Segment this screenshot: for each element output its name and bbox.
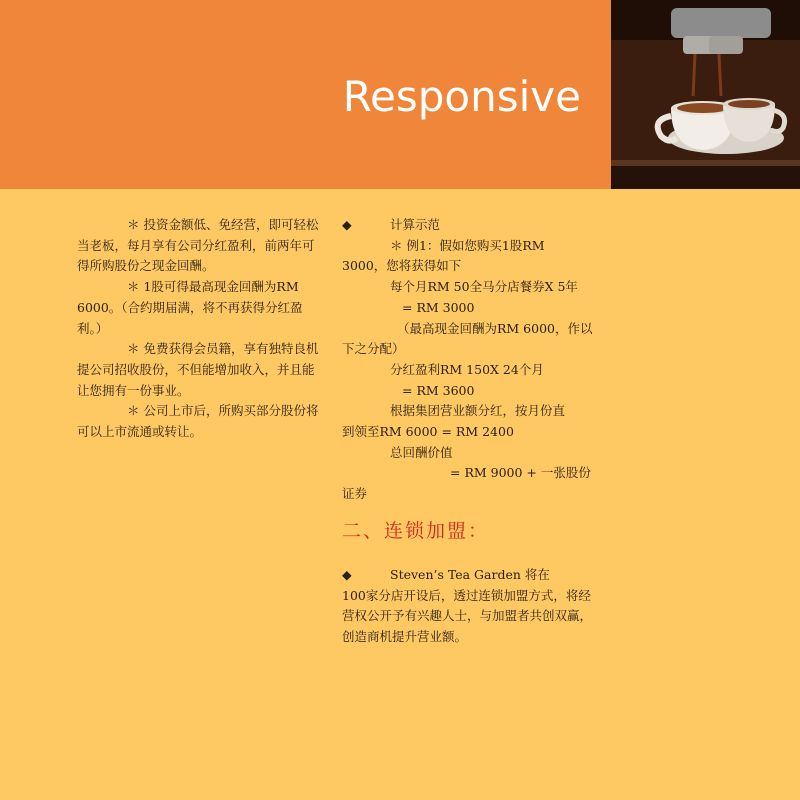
benefits-column <box>77 215 323 443</box>
calc-heading: 计算示范 <box>390 217 441 232</box>
franchise-line: Steven’s Tea Garden 将在 <box>390 567 550 582</box>
calc-line: ＊ 例1：假如您购买1股RM <box>390 237 545 253</box>
calc-line: 分红盈利RM 150X 24个月 <box>390 361 544 377</box>
benefit-paragraph: ＊ 1股可得最高现金回酬为RM 6000。（合约期届满，将不再获得分红盈利。） <box>77 279 303 336</box>
calc-line: = RM 3600 <box>402 382 475 398</box>
coffee-cups-photo <box>611 0 800 189</box>
diamond-bullet-icon: ◆ <box>342 217 352 232</box>
calc-line: （最高现金回酬为RM 6000，作以下之分配） <box>342 320 593 357</box>
franchise-heading-row <box>342 565 594 586</box>
franchise-paragraph: 100家分店开设后，透过连锁加盟方式，将经营权公开予有兴趣人士，与加盟者共创双赢，创造商机提升营业额。 <box>342 587 593 645</box>
section-title: 二、连锁加盟： <box>342 520 490 542</box>
calculation-column <box>342 215 594 505</box>
benefit-paragraph: ＊ 公司上市后，所购买部分股份将可以上市流通或转让。 <box>77 403 319 440</box>
calc-line: = RM 3000 <box>402 299 475 315</box>
calc-line: 证券 <box>342 486 368 502</box>
calc-line: 根据集团营业额分红，按月份直 <box>390 403 566 419</box>
calc-line: = RM 9000 + 一张股份 <box>450 465 591 481</box>
coffee-cups-illustration <box>611 0 800 189</box>
franchise-block <box>342 565 594 648</box>
calc-line: 每个月RM 50全马分店餐券X 5年 <box>390 279 578 295</box>
diamond-bullet-icon: ◆ <box>342 567 352 582</box>
header-banner <box>0 0 611 189</box>
benefit-paragraph: ＊ 免费获得会员籍，享有独特良机提公司招收股份，不但能增加收入，并且能让您拥有一份事业。 <box>77 341 319 398</box>
calc-line: 3000，您将获得如下 <box>342 258 462 274</box>
page-title: Responsive <box>342 72 581 121</box>
calc-heading-row <box>342 215 594 236</box>
calc-line: 到领至RM 6000 = RM 2400 <box>342 424 514 440</box>
calc-line: 总回酬价值 <box>390 444 453 460</box>
benefit-paragraph: ＊ 投资金额低、免经营，即可轻松当老板，每月享有公司分红盈利，前两年可得所购股份之现金回酬。 <box>77 217 319 274</box>
